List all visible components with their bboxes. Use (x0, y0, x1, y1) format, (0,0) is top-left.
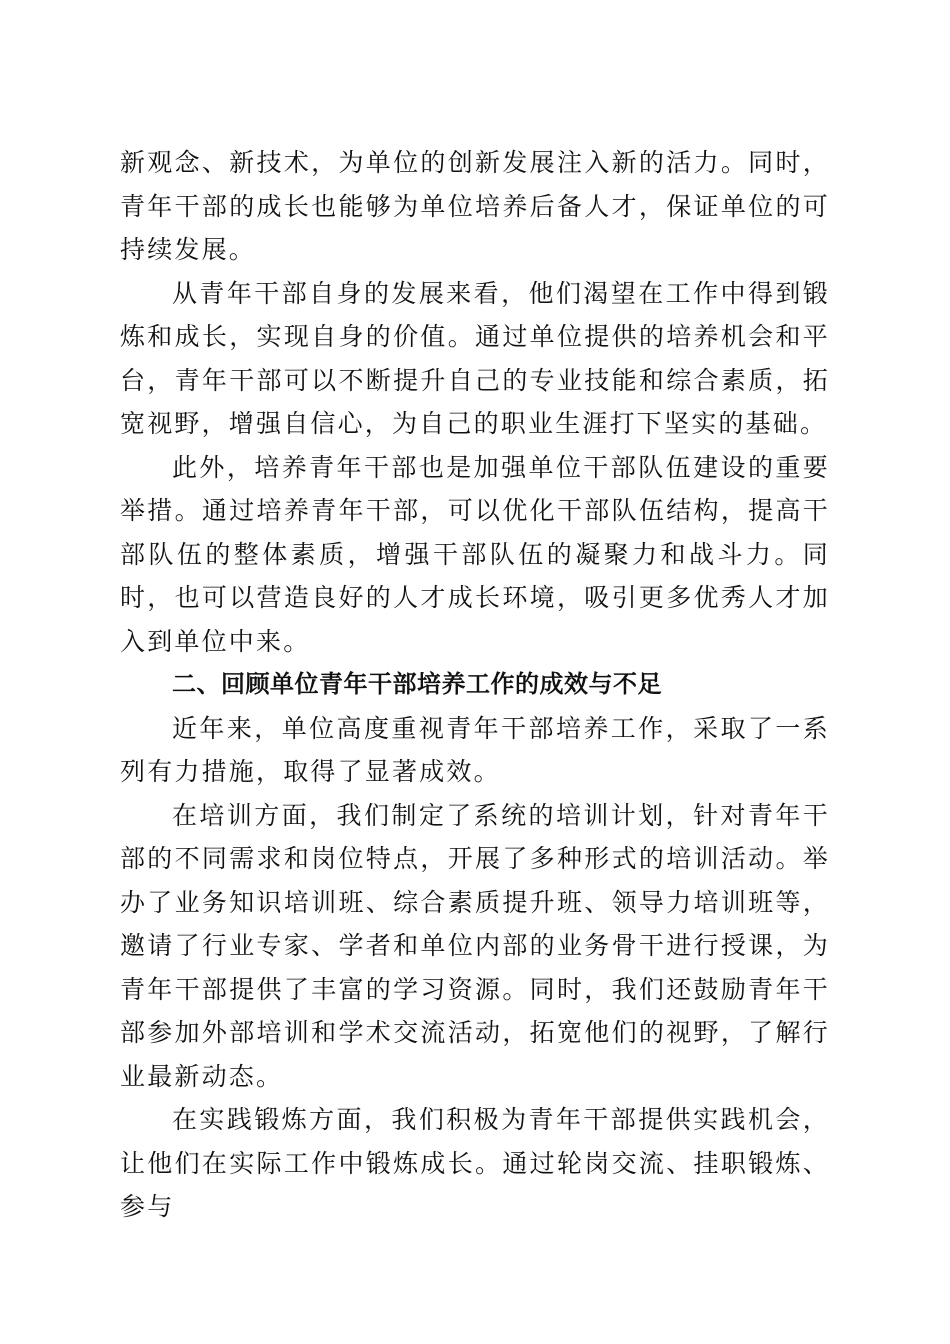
section-heading: 二、回顾单位青年干部培养工作的成效与不足 (172, 670, 662, 698)
paragraph-achievements-intro: 近年来，单位高度重视青年干部培养工作，采取了一系列有力措施，取得了显著成效。 (120, 713, 830, 786)
paragraph-training: 在培训方面，我们制定了系统的培训计划，针对青年干部的不同需求和岗位特点，开展了多种形式的培训活动。举办了业务知识培训班、综合素质提升班、领导力培训班等，邀请了行业专家、学者和单位内部的业务骨干进行授课，为青年干部提供了丰富的学习资源。同时，我们还鼓励青年干部参加外部培训和学术交流活动，拓宽他们的视野，了解行业最新动态。 (120, 800, 830, 1091)
paragraph-practice: 在实践锻炼方面，我们积极为青年干部提供实践机会，让他们在实际工作中锻炼成长。通过轮岗交流、挂职锻炼、参与 (120, 1105, 830, 1221)
paragraph-continuation: 新观念、新技术，为单位的创新发展注入新的活力。同时，青年干部的成长也能够为单位培养后备人才，保证单位的可持续发展。 (120, 148, 830, 264)
paragraph-team-building: 此外，培养青年干部也是加强单位干部队伍建设的重要举措。通过培养青年干部，可以优化干部队伍结构，提高干部队伍的整体素质，增强干部队伍的凝聚力和战斗力。同时，也可以营造良好的人才成长环境，吸引更多优秀人才加入到单位中来。 (120, 452, 830, 656)
paragraph-self-development: 从青年干部自身的发展来看，他们渴望在工作中得到锻炼和成长，实现自身的价值。通过单位提供的培养机会和平台，青年干部可以不断提升自己的专业技能和综合素质，拓宽视野，增强自信心，为自己的职业生涯打下坚实的基础。 (120, 278, 830, 438)
document-page (120, 141, 830, 1229)
